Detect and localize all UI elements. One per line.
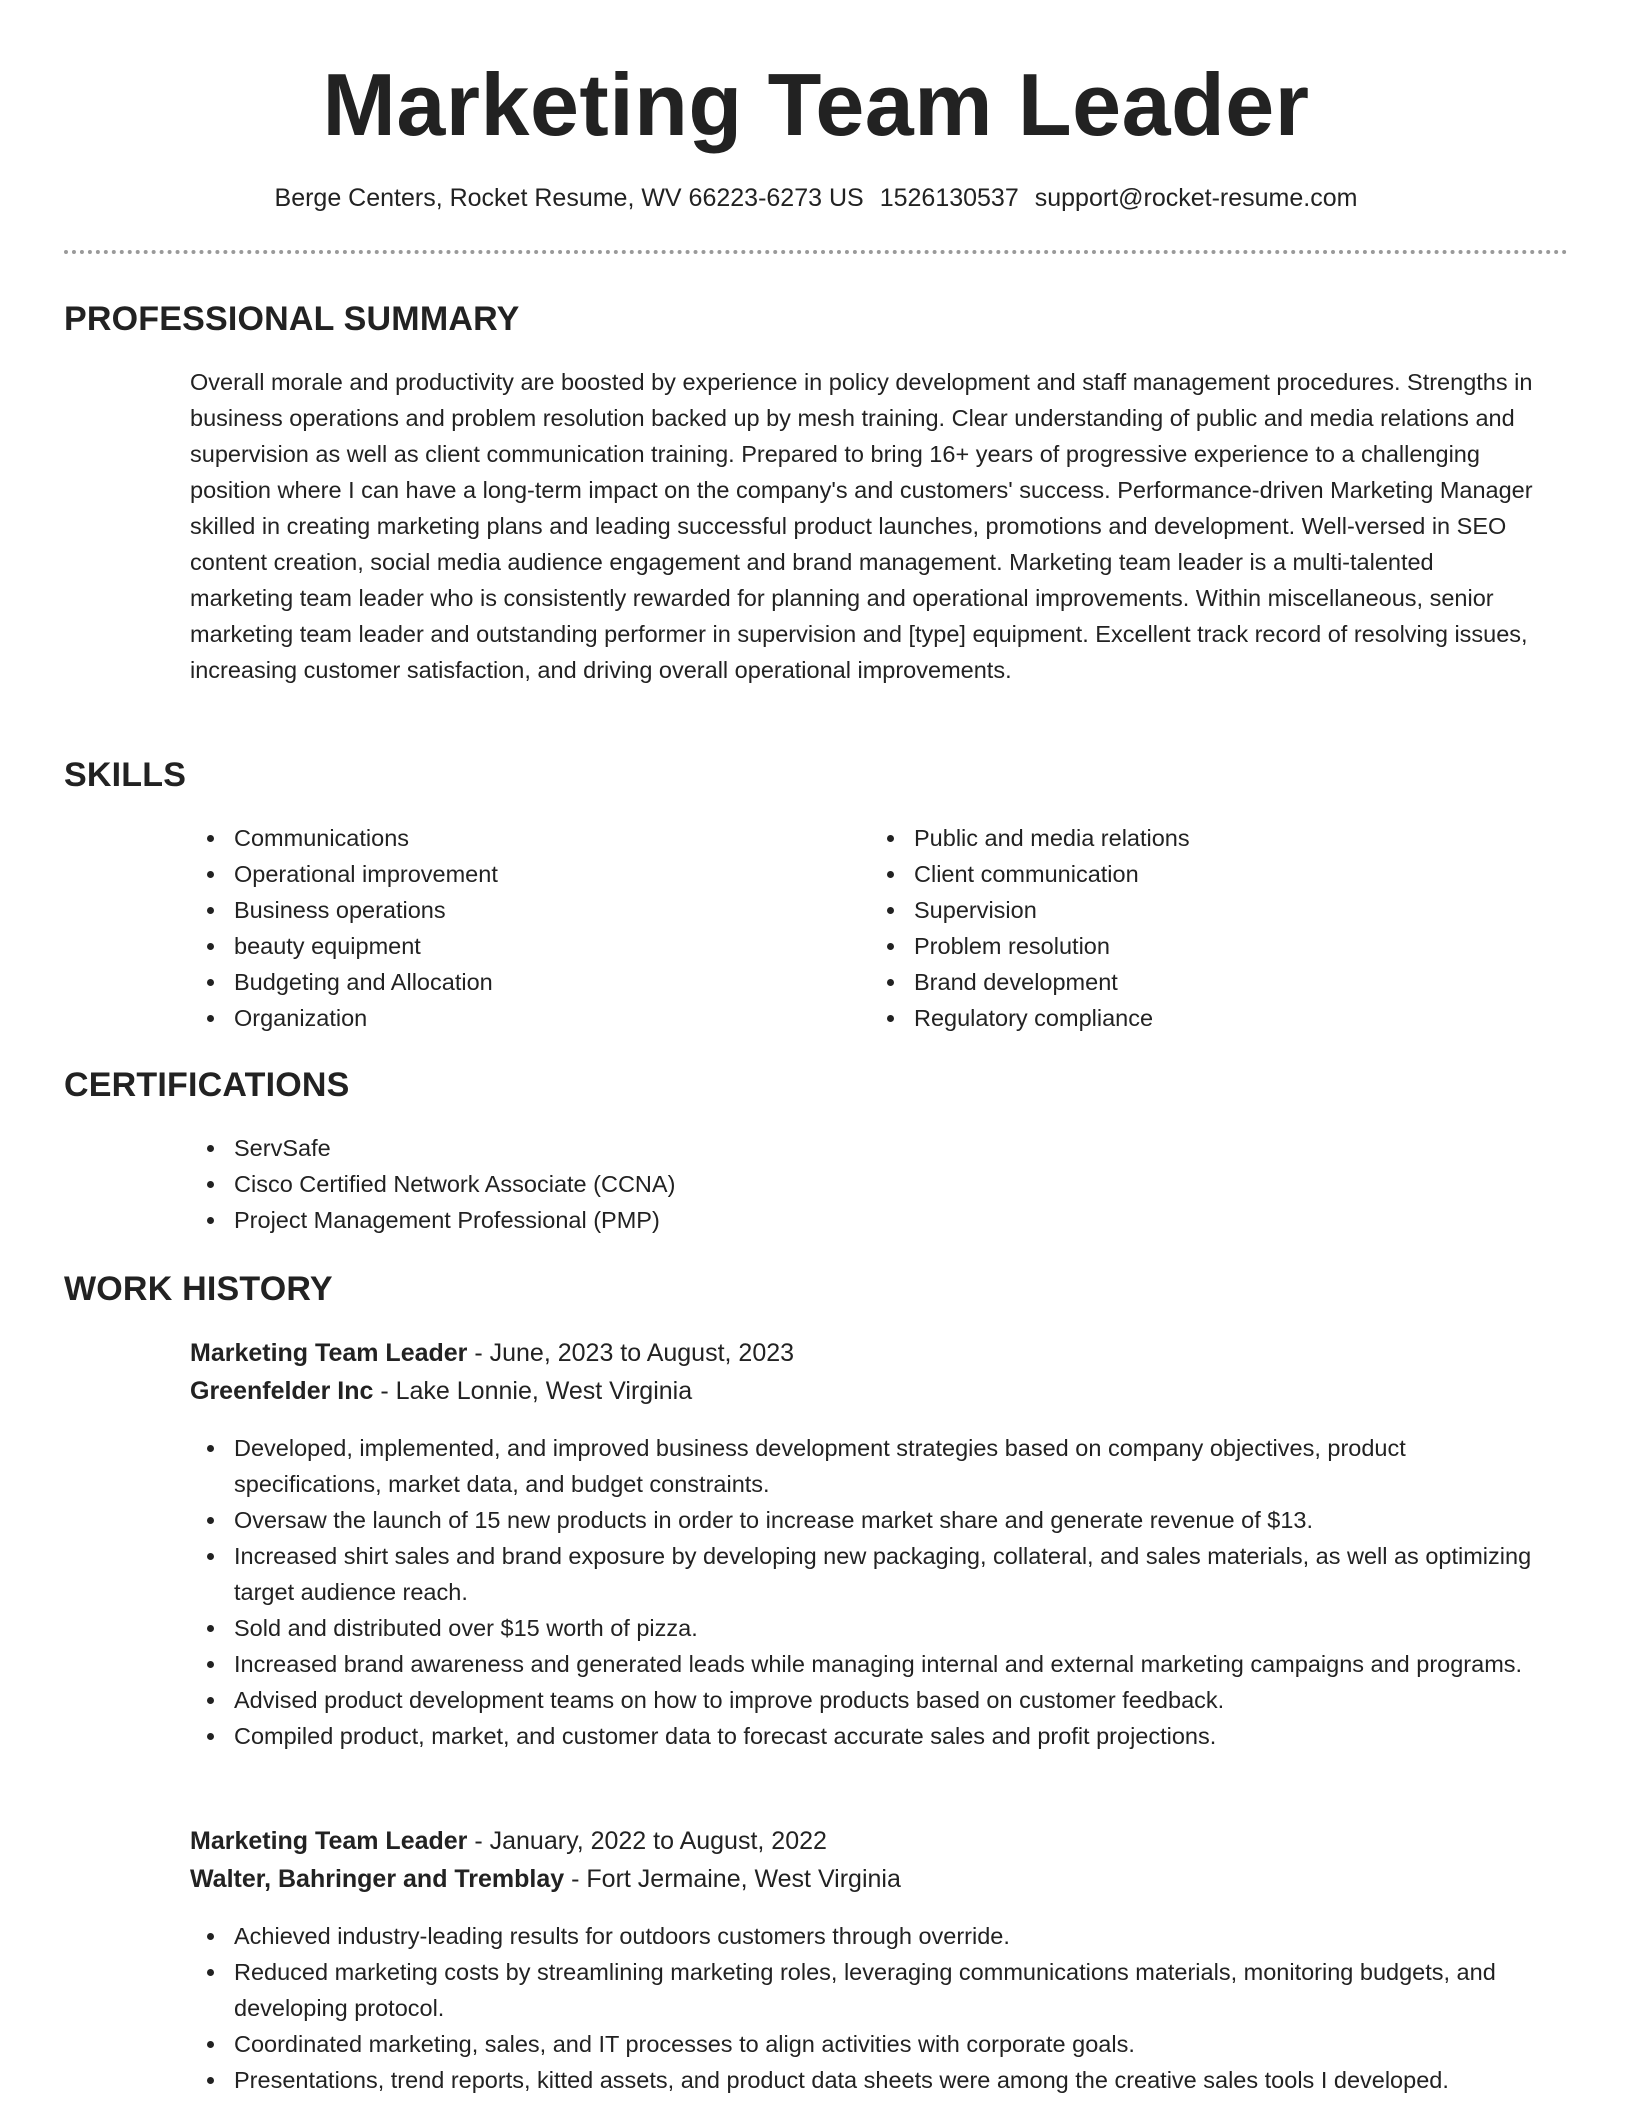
job-bullet: Sold and distributed over $15 worth of pizza. bbox=[190, 1610, 1535, 1646]
skill-item: Problem resolution bbox=[870, 928, 1520, 964]
summary-text: Overall morale and productivity are boosted by experience in policy development and staff management procedures. Strengths in business operations and problem resolution backed up by mesh training. Clear understanding of public and media relations and supervision as well as client communication training. Prepared to bring 16+ years of progressive experience to a challenging position where I can have a long-term impact on the company's and customers' success. Performance-driven Marketing Manager skilled in creating marketing plans and leading successful product launches, promotions and development. Well-versed in SEO content creation, social media audience engagement and brand management. Marketing team leader is a multi-talented marketing team leader who is consistently rewarded for planning and operational improvements. Within miscellaneous, senior marketing team leader and outstanding performer in supervision and [type] equipment. Excellent track record of resolving issues, increasing customer satisfaction, and driving overall operational improvements. bbox=[190, 369, 1533, 683]
job-bullet: Coordinated marketing, sales, and IT processes to align activities with corporate goals. bbox=[190, 2026, 1535, 2062]
skill-item: Operational improvement bbox=[190, 856, 810, 892]
job-bullet: Presentations, trend reports, kitted assets, and product data sheets were among the creative sales tools I developed. bbox=[190, 2062, 1535, 2098]
header-divider bbox=[64, 250, 1568, 254]
job-company: Walter, Bahringer and Tremblay bbox=[190, 1865, 565, 1893]
job-bullets bbox=[190, 1918, 1535, 2098]
job-company: Greenfelder Inc bbox=[190, 1377, 374, 1405]
job-bullet: Developed, implemented, and improved business development strategies based on company objectives, product specifications, market data, and budget constraints. bbox=[190, 1430, 1535, 1502]
skills-list-right bbox=[870, 820, 1520, 1036]
contact-phone: 1526130537 bbox=[879, 184, 1019, 212]
contact-line bbox=[0, 180, 1632, 216]
job-bullet: Increased shirt sales and brand exposure by developing new packaging, collateral, and sales materials, as well as optimizing target audience reach. bbox=[190, 1538, 1535, 1610]
job-bullet: Compiled product, market, and customer data to forecast accurate sales and profit projections. bbox=[190, 1718, 1535, 1754]
job-dates: - June, 2023 to August, 2023 bbox=[467, 1339, 795, 1367]
job-company-line bbox=[190, 1860, 901, 1898]
job-bullet: Advised product development teams on how to improve products based on customer feedback. bbox=[190, 1682, 1535, 1718]
skill-item: Organization bbox=[190, 1000, 810, 1036]
job-bullet: Increased brand awareness and generated leads while managing internal and external marketing campaigns and programs. bbox=[190, 1646, 1535, 1682]
job-role: Marketing Team Leader bbox=[190, 1339, 468, 1367]
resume-name: Marketing Team Leader bbox=[322, 55, 1310, 154]
job-dates: - January, 2022 to August, 2022 bbox=[467, 1827, 827, 1855]
skill-item: Communications bbox=[190, 820, 810, 856]
skill-item: Public and media relations bbox=[870, 820, 1520, 856]
job-location: - Fort Jermaine, West Virginia bbox=[564, 1865, 901, 1893]
work-history-heading: WORK HISTORY bbox=[64, 1270, 333, 1308]
certifications-list bbox=[190, 1130, 1535, 1238]
job-bullet: Oversaw the launch of 15 new products in order to increase market share and generate revenue of $13. bbox=[190, 1502, 1535, 1538]
job-bullet: Achieved industry-leading results for outdoors customers through override. bbox=[190, 1918, 1535, 1954]
skill-item: Brand development bbox=[870, 964, 1520, 1000]
job-location: - Lake Lonnie, West Virginia bbox=[373, 1377, 693, 1405]
certification-item: Project Management Professional (PMP) bbox=[190, 1202, 1535, 1238]
job-title-line bbox=[190, 1822, 827, 1860]
contact-address: Berge Centers, Rocket Resume, WV 66223-6273 US bbox=[274, 184, 864, 212]
certifications-heading: CERTIFICATIONS bbox=[64, 1066, 350, 1104]
skills-heading: SKILLS bbox=[64, 756, 187, 794]
skill-item: Supervision bbox=[870, 892, 1520, 928]
skill-item: Business operations bbox=[190, 892, 810, 928]
skill-item: Regulatory compliance bbox=[870, 1000, 1520, 1036]
job-role: Marketing Team Leader bbox=[190, 1827, 468, 1855]
job-bullet: Reduced marketing costs by streamlining marketing roles, leveraging communications materials, monitoring budgets, and developing protocol. bbox=[190, 1954, 1535, 2026]
skill-item: Budgeting and Allocation bbox=[190, 964, 810, 1000]
skill-item: Client communication bbox=[870, 856, 1520, 892]
contact-email[interactable]: support@rocket-resume.com bbox=[1034, 184, 1358, 212]
skill-item: beauty equipment bbox=[190, 928, 810, 964]
job-company-line bbox=[190, 1372, 692, 1410]
summary-heading: PROFESSIONAL SUMMARY bbox=[64, 300, 520, 338]
certification-item: Cisco Certified Network Associate (CCNA) bbox=[190, 1166, 1535, 1202]
job-bullets bbox=[190, 1430, 1535, 1754]
job-title-line bbox=[190, 1334, 794, 1372]
certification-item: ServSafe bbox=[190, 1130, 1535, 1166]
skills-list-left bbox=[190, 820, 810, 1036]
